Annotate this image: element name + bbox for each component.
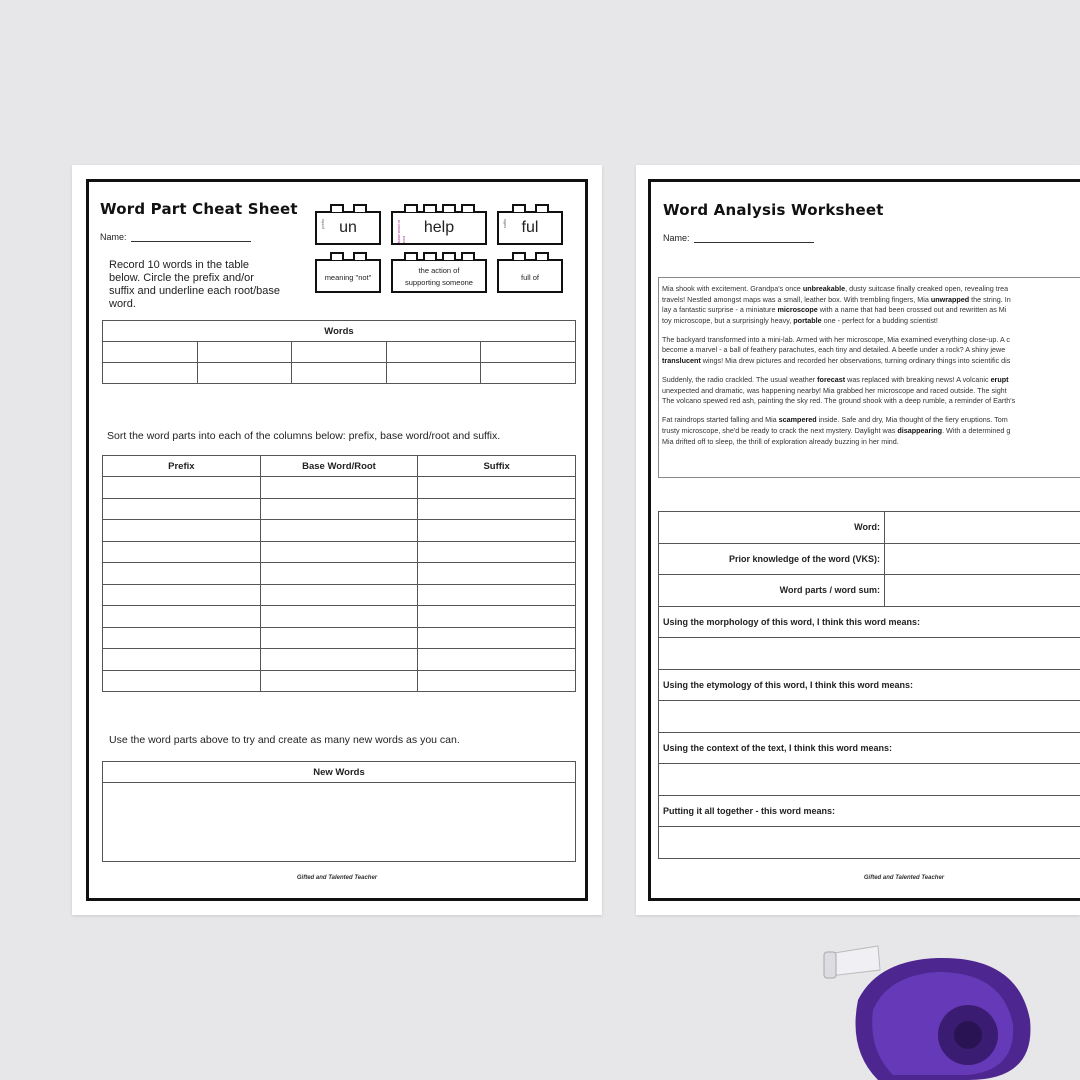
block-prefix-word xyxy=(315,211,381,245)
sort-cell[interactable] xyxy=(260,627,418,649)
word-parts-label: Word parts / word sum: xyxy=(659,575,885,607)
meaning-un: meaning "not" xyxy=(324,273,372,282)
word-parts-input[interactable] xyxy=(885,575,1080,607)
meaning-ful: full of xyxy=(521,273,539,282)
word-cell[interactable] xyxy=(292,363,387,384)
together-answer[interactable] xyxy=(659,827,1080,859)
passage-paragraph: Suddenly, the radio crackled. The usual weather forecast was replaced with breaking news! A volcanic erupt unexpected and dramatic, was happening nearby! Mia grabbed her microscope and raced outside. The sight The volcano spewed red ash, painting the sky red. The ground shook with a deep rumble, a reminder of Earth's xyxy=(662,375,1016,406)
word-cell[interactable] xyxy=(386,342,481,363)
page-title: Word Analysis Worksheet xyxy=(663,201,884,219)
word-cell[interactable] xyxy=(292,342,387,363)
sort-cell[interactable] xyxy=(418,627,576,649)
word-label: Word: xyxy=(659,512,885,544)
name-field[interactable] xyxy=(100,232,251,242)
sort-cell[interactable] xyxy=(418,649,576,671)
sort-cell[interactable] xyxy=(260,670,418,692)
sort-cell[interactable] xyxy=(260,606,418,628)
sort-cell[interactable] xyxy=(103,498,261,520)
prior-knowledge-input[interactable] xyxy=(885,543,1080,575)
words-table xyxy=(102,320,576,384)
block-word-help: help xyxy=(423,219,455,236)
sort-cell[interactable] xyxy=(418,670,576,692)
passage-paragraph: Mia shook with excitement. Grandpa's once unbreakable, dusty suitcase finally creaked open, revealing trea travels! Nestled amongst maps was a small, leather box. With trembling fingers, Mia unwrapped the string. In lay a fantastic surprise - a miniature microscope with a name that had been crossed out and rewritten as Mi toy microscope, but a surprisingly heavy, portable one - perfect for a budding scientist! xyxy=(662,284,1011,325)
prefix-header: Prefix xyxy=(103,456,261,477)
passage-box xyxy=(658,277,1080,478)
sort-cell[interactable] xyxy=(418,563,576,585)
sort-cell[interactable] xyxy=(260,498,418,520)
word-cell[interactable] xyxy=(197,363,292,384)
sort-cell[interactable] xyxy=(418,584,576,606)
sort-cell[interactable] xyxy=(103,520,261,542)
passage-paragraph: Fat raindrops started falling and Mia scampered inside. Safe and dry, Mia thought of the fiery eruptions. Tom trusty microscope, she'd be ready to crack the next mystery. Daylight was disappearing. With a determined g Mia drifted off to sleep, the thrill of exploration already buzzing in her mind. xyxy=(662,415,1011,446)
sort-cell[interactable] xyxy=(103,606,261,628)
morphology-label: Using the morphology of this word, I think this word means: xyxy=(659,606,1080,638)
sort-cell[interactable] xyxy=(103,541,261,563)
word-cell[interactable] xyxy=(197,342,292,363)
right-worksheet xyxy=(636,165,1080,915)
sort-cell[interactable] xyxy=(260,563,418,585)
suffix-header: Suffix xyxy=(418,456,576,477)
create-instruction: Use the word parts above to try and create as many new words as you can. xyxy=(109,734,460,746)
sort-cell[interactable] xyxy=(418,541,576,563)
word-input[interactable] xyxy=(885,512,1080,544)
sort-cell[interactable] xyxy=(103,670,261,692)
word-cell[interactable] xyxy=(103,363,198,384)
block-word-ful: ful xyxy=(521,219,539,236)
sort-cell[interactable] xyxy=(103,649,261,671)
context-label: Using the context of the text, I think this word means: xyxy=(659,732,1080,764)
correction-tape-icon[interactable] xyxy=(818,940,1038,1080)
record-instruction: Record 10 words in the table below. Circle the prefix and/or suffix and underline each root/base word. xyxy=(109,259,281,310)
block-suffix-meaning xyxy=(497,259,563,293)
new-words-table xyxy=(102,761,576,862)
sort-cell[interactable] xyxy=(418,477,576,499)
sort-cell[interactable] xyxy=(260,477,418,499)
passage-paragraph: The backyard transformed into a mini-lab. Armed with her microscope, Mia examined everything close-up. A c become a marvel - a ball of feathery parachutes, each tiny and detailed. A beetle under a rock? A shiny jewe translucent wings! Mia drew pictures and recorded her observations, turning ordinary things into scientific dis xyxy=(662,334,1011,366)
etymology-answer[interactable] xyxy=(659,701,1080,733)
sort-cell[interactable] xyxy=(103,584,261,606)
name-field[interactable] xyxy=(663,233,814,243)
sort-cell[interactable] xyxy=(103,477,261,499)
page-title: Word Part Cheat Sheet xyxy=(100,200,298,218)
sort-cell[interactable] xyxy=(103,627,261,649)
base-side-label: base word or root xyxy=(396,219,406,243)
block-base-word xyxy=(391,211,487,245)
name-line[interactable] xyxy=(694,233,814,243)
footer-logo: Gifted and Talented Teacher xyxy=(296,875,378,881)
name-line[interactable] xyxy=(131,232,251,242)
left-worksheet xyxy=(72,165,602,915)
block-word-un: un xyxy=(339,219,357,236)
word-cell[interactable] xyxy=(481,363,576,384)
sort-cell[interactable] xyxy=(260,520,418,542)
meaning-help: the action of supporting someone xyxy=(405,266,473,287)
sort-cell[interactable] xyxy=(103,563,261,585)
new-words-area[interactable] xyxy=(103,783,576,862)
sort-cell[interactable] xyxy=(260,649,418,671)
block-suffix-word xyxy=(497,211,563,245)
words-header: Words xyxy=(103,321,576,342)
name-label: Name: xyxy=(100,232,127,242)
sort-cell[interactable] xyxy=(418,498,576,520)
word-cell[interactable] xyxy=(103,342,198,363)
sort-cell[interactable] xyxy=(260,541,418,563)
prior-knowledge-label: Prior knowledge of the word (VKS): xyxy=(659,543,885,575)
sort-table xyxy=(102,455,576,692)
sort-instruction: Sort the word parts into each of the columns below: prefix, base word/root and suffix. xyxy=(107,430,501,442)
footer-logo: Gifted and Talented Teacher xyxy=(863,875,945,881)
sort-cell[interactable] xyxy=(418,606,576,628)
block-prefix-meaning xyxy=(315,259,381,293)
suffix-side-label: suffix xyxy=(502,219,507,229)
prefix-side-label: prefix xyxy=(320,219,325,229)
together-label: Putting it all together - this word means: xyxy=(659,795,1080,827)
etymology-label: Using the etymology of this word, I think this word means: xyxy=(659,669,1080,701)
morphology-answer[interactable] xyxy=(659,638,1080,670)
context-answer[interactable] xyxy=(659,764,1080,796)
sort-cell[interactable] xyxy=(260,584,418,606)
analysis-table xyxy=(658,511,1080,859)
word-cell[interactable] xyxy=(386,363,481,384)
base-header: Base Word/Root xyxy=(260,456,418,477)
sort-cell[interactable] xyxy=(418,520,576,542)
name-label: Name: xyxy=(663,233,690,243)
new-words-header: New Words xyxy=(103,762,576,783)
block-base-meaning xyxy=(391,259,487,293)
word-cell[interactable] xyxy=(481,342,576,363)
